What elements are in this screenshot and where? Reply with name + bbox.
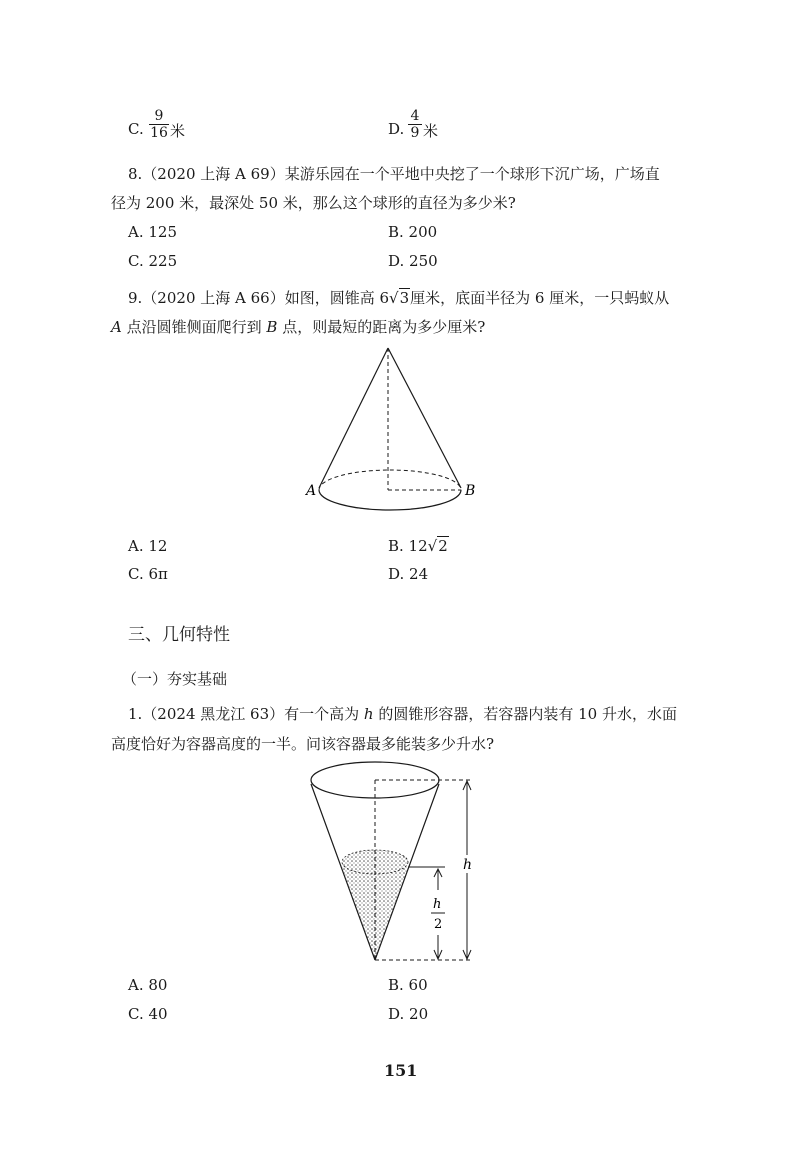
q8-line-1: 8.（2020 上海 A 69）某游乐园在一个平地中央挖了一个球形下沉广场，广场直 [128, 165, 660, 183]
q9-option-c: C. 6π [128, 565, 168, 583]
q9-line-2-mid: 点沿圆锥侧面爬行到 [121, 318, 267, 336]
point-a: A [111, 318, 122, 336]
q7-option-d [388, 120, 404, 138]
cone-slant-right [388, 348, 461, 488]
q7-option-c [128, 120, 144, 138]
q1-line-2: 高度恰好为容器高度的一半。问该容器最多能装多少升水? [111, 735, 495, 753]
q7-option-d-fraction [408, 108, 422, 141]
cone-slant-left [319, 348, 388, 488]
cone-base-front [319, 490, 461, 510]
q9-option-b [388, 537, 449, 555]
fraction-numerator: 9 [154, 108, 164, 124]
q9-line-1-start: 9.（2020 上海 A 66）如图，圆锥高 6 [128, 289, 390, 307]
cone-label-a: A [306, 483, 317, 499]
q9-line-1-end: 厘米，底面半径为 6 厘米，一只蚂蚁从 [410, 289, 670, 307]
q9-option-d: D. 24 [388, 565, 429, 583]
section-subtitle: （一）夯实基础 [122, 670, 228, 688]
q9-line-2-end: 点，则最短的距离为多少厘米? [277, 318, 486, 336]
q1-option-c: C. 40 [128, 1005, 168, 1023]
q1-line-1-end: 的圆锥形容器，若容器内装有 10 升水，水面 [373, 705, 677, 723]
q7-option-c-unit: 米 [170, 122, 186, 140]
q8-option-b: B. 200 [388, 223, 438, 241]
q9-option-a: A. 12 [128, 537, 168, 555]
q1-line-1-start: 1.（2024 黑龙江 63）有一个高为 [128, 705, 364, 723]
q9-line-2 [111, 316, 485, 337]
q8-option-a: A. 125 [128, 223, 177, 241]
height-symbol: h [363, 705, 374, 723]
sqrt-sign: √ [427, 537, 438, 555]
q8-option-c: C. 225 [128, 252, 178, 270]
cone-label-b: B [465, 483, 476, 499]
fraction-denominator: 9 [408, 124, 422, 141]
point-b: B [266, 318, 278, 336]
container-figure [295, 760, 495, 970]
half-label-num: h [433, 897, 442, 912]
option-label: C. [128, 120, 144, 138]
q7-option-c-fraction [149, 108, 169, 141]
cone-base-back [319, 470, 461, 490]
q8-line-2: 径为 200 米，最深处 50 米，那么这个球形的直径为多少米? [111, 194, 516, 212]
h-label: h [463, 857, 473, 873]
section-title: 三、几何特性 [128, 625, 230, 645]
q7-option-d-unit: 米 [423, 122, 439, 140]
sqrt-sign: √ [389, 289, 399, 307]
option-label: D. [388, 120, 405, 138]
page-number: 151 [384, 1061, 418, 1080]
q1-option-a: A. 80 [128, 976, 168, 994]
q8-option-d: D. 250 [388, 252, 438, 270]
cone-figure [300, 340, 500, 525]
q9-line-1 [128, 287, 669, 308]
fraction-denominator: 16 [150, 125, 168, 141]
sqrt-radicand: 3 [399, 289, 410, 307]
q1-option-d: D. 20 [388, 1005, 429, 1023]
q1-line-1 [128, 703, 677, 724]
sqrt-radicand: 2 [438, 537, 448, 555]
fraction-numerator: 4 [410, 108, 420, 124]
q9-option-b-prefix: B. 12 [388, 537, 428, 555]
q1-option-b: B. 60 [388, 976, 428, 994]
half-label-den: 2 [434, 917, 443, 932]
